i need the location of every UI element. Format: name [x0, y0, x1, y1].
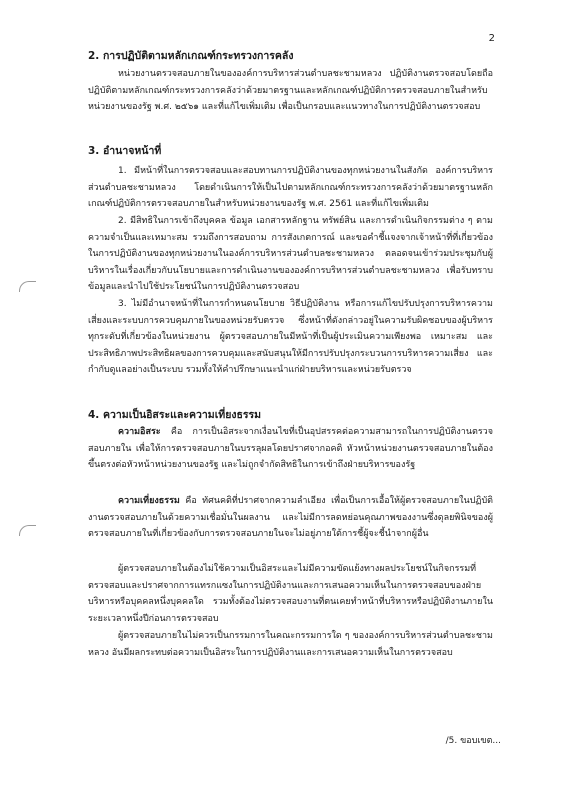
paragraph-text: 1. มีหน้าที่ในการตรวจสอบและสอบทานการปฏิบัติงานของทุกหน่วยงานในสังกัด องค์การบริหารส่วนตำบลชะชามหลวง โดยดำเนินการให้เป็นไปตามหลักเกณฑ์กระทรวงการคลังว่าด้วยมาตรฐานหลักเกณฑ์ปฏิบัติการตรวจสอบภายในสำหรับหน่วยงานของรัฐ พ.ศ. 2561 และที่แก้ไขเพิ่มเติม: [88, 166, 493, 209]
section-3-item-1: [88, 163, 493, 213]
paragraph-text: ผู้ตรวจสอบภายในไม่ควรเป็นกรรมการในคณะกรรมการใด ๆ ขององค์การบริหารส่วนตำบลชะชามหลวง อันมีผลกระทบต่อความเป็นอิสระในการปฏิบัติงานและการเสนอความเห็นในการตรวจสอบ: [88, 631, 493, 658]
hole-punch-mark: [19, 525, 36, 536]
term-independence: ความอิสระ: [118, 427, 161, 437]
paragraph-text: 2. มีสิทธิในการเข้าถึงบุคคล ข้อมูล เอกสารหลักฐาน ทรัพย์สิน และการดำเนินกิจกรรมต่าง ๆ ตามความจำเป็นและเหมาะสม รวมถึงการสอบถาม การสังเกตการณ์ และขอคำชี้แจงจากเจ้าหน้าที่ที่เกี่ยวข้อง ในการปฏิบัติงานของทุกหน่วยงานในองค์การบริหารส่วนตำบลชะชามหลวง ตลอดจนเข้าร่วมประชุมกับผู้บริหารในเรื่องเกี่ยวกับนโยบายและการดำเนินงานขององค์การบริหารส่วนตำบลชะชามหลวง เพื่อรับทราบข้อมูลและนำไปใช้ประโยชน์ในการปฏิบัติงานตรวจสอบ: [88, 216, 493, 292]
paragraph-text: คือ การเป็นอิสระจากเงื่อนไขที่เป็นอุปสรรคต่อความสามารถในการปฏิบัติงานตรวจสอบภายใน เพื่อให้การตรวจสอบภายในบรรลุผลโดยปราศจากอคติ หัวหน้าหน่วยงานตรวจสอบภายในต้องขึ้นตรงต่อหัวหน้าหน่วยงานของรัฐ และไม่ถูกจำกัดสิทธิในการเข้าถึงฝ่ายบริหารของรัฐ: [88, 427, 493, 470]
paragraph-text: คือ ทัศนคติที่ปราศจากความลำเอียง เพื่อเป็นการเอื้อให้ผู้ตรวจสอบภายในปฏิบัติงานตรวจสอบภายในด้วยความเชื่อมั่นในผลงาน และไม่มีการลดหย่อนคุณภาพของงานซึ่งดุลยพินิจของผู้ตรวจสอบภายในที่เกี่ยวข้องกับการตรวจสอบภายในจะไม่อยู่ภายใต้การชี้ผู้จะชี้นำจากผู้อื่น: [88, 496, 493, 539]
paragraph-text: ผู้ตรวจสอบภายในต้องไม่ใช้ความเป็นอิสระและไม่มีความขัดแย้งทางผลประโยชน์ในกิจกรรมที่ตรวจสอบและปราศจากการแทรกแซงในการปฏิบัติงานและการเสนอความเห็นในการตรวจสอบของฝ่ายบริหารหรือบุคคลหนึ่งบุคคลใด รวมทั้งต้องไม่ตรวจสอบงานที่ตนเคยทำหน้าที่บริหารหรือปฏิบัติงานภายในระยะเวลาหนึ่งปีก่อนการตรวจสอบ: [88, 564, 493, 624]
section-heading-4: 4. ความเป็นอิสระและความเที่ยงธรรม: [88, 409, 262, 421]
section-heading-2: 2. การปฏิบัติตามหลักเกณฑ์กระทรวงการคลัง: [88, 50, 294, 62]
section-heading-3: 3. อำนาจหน้าที่: [88, 145, 162, 157]
term-objectivity: ความเที่ยงธรรม: [118, 496, 180, 506]
section-3-item-2: [88, 213, 493, 296]
continuation-note: /5. ขอบเขต...: [445, 736, 501, 746]
page-number: 2: [488, 33, 495, 44]
paragraph-text: 3. ไม่มีอำนาจหน้าที่ในการกำหนดนโยบาย วิธีปฏิบัติงาน หรือการแก้ไขปรับปรุงการบริหารความเสี่ยงและระบบการควบคุมภายในของหน่วยรับตรวจ ซึ่งหน้าที่ดังกล่าวอยู่ในความรับผิดชอบของผู้บริหารทุกระดับที่เกี่ยวข้องในหน่วยงาน ผู้ตรวจสอบภายในมีหน้าที่เป็นผู้ประเมินความเพียงพอ เหมาะสม และประสิทธิภาพประสิทธิผลของการควบคุมและสนับสนุนให้มีการปรับปรุงกระบวนการบริหารความเสี่ยง และกำกับดูแลอย่างเป็นระบบ รวมทั้งให้คำปรึกษาแนะนำแก่ฝ่ายบริหารและหน่วยรับตรวจ: [88, 299, 493, 375]
section-3-item-3: [88, 296, 493, 379]
section-4-objectivity: [88, 493, 493, 543]
section-4-paragraph-3: [88, 561, 493, 627]
section-4-independence: [88, 424, 493, 474]
section-4-paragraph-4: [88, 628, 493, 661]
hole-punch-mark: [19, 281, 36, 292]
section-2-paragraph: [88, 66, 493, 116]
paragraph-text: หน่วยงานตรวจสอบภายในขององค์การบริหารส่วนตำบลชะชามหลวง ปฏิบัติงานตรวจสอบโดยถือปฏิบัติตามหลักเกณฑ์กระทรวงการคลังว่าด้วยมาตรฐานและหลักเกณฑ์ปฏิบัติการตรวจสอบภายในสำหรับหน่วยงานของรัฐ พ.ศ. ๒๕๖๑ และที่แก้ไขเพิ่มเติม เพื่อเป็นกรอบและแนวทางในการปฏิบัติงานตรวจสอบ: [88, 69, 493, 112]
